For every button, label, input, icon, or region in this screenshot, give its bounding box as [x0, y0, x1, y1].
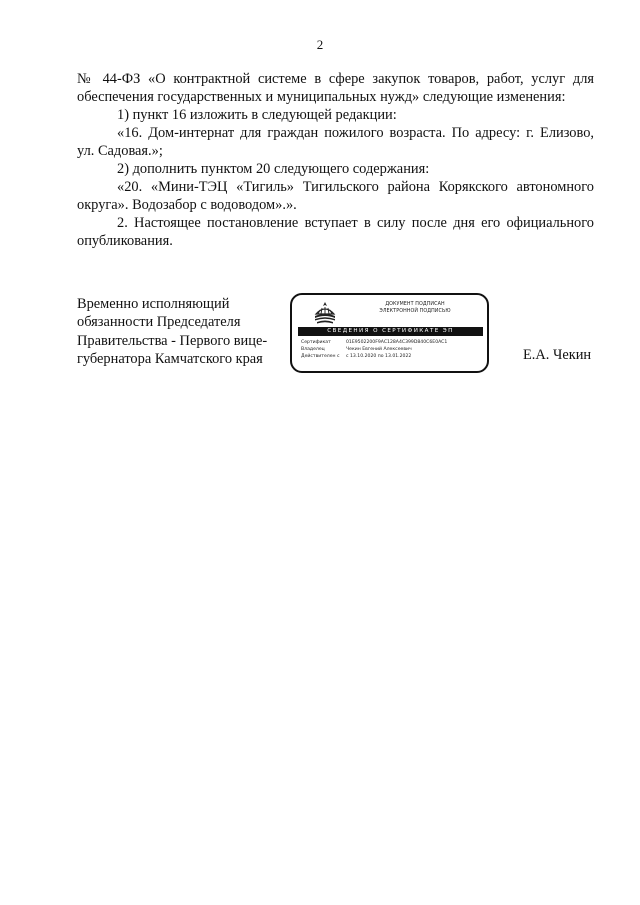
- stamp-title-line: ЭЛЕКТРОННОЙ ПОДПИСЬЮ: [379, 308, 451, 314]
- body-line: «20. «Мини-ТЭЦ «Тигиль» Тигильского района Корякского автономного: [117, 179, 594, 195]
- body-line: обеспечения государственных и муниципальных нужд» следующие изменения:: [77, 89, 566, 105]
- validity-row: [301, 354, 411, 360]
- signer-position-line: обязанности Председателя: [77, 314, 241, 331]
- signer-position-line: губернатора Камчатского края: [77, 350, 263, 367]
- body-line: опубликования.: [77, 233, 173, 249]
- owner-row: [301, 347, 412, 353]
- document-body: [77, 70, 594, 250]
- body-line: ул. Садовая.»;: [77, 143, 163, 159]
- validity-value: с 13.10.2020 по 13.01.2022: [346, 354, 412, 359]
- owner-value: Чекин Евгений Алексеевич: [346, 347, 412, 352]
- signer-position-line: Правительства - Первого вице-: [77, 332, 268, 349]
- certificate-label: Сертификат: [301, 340, 331, 345]
- signer-name: Е.А. Чекин: [523, 347, 592, 363]
- body-line: 1) пункт 16 изложить в следующей редакции:: [117, 107, 397, 123]
- body-line: «16. Дом-интернат для граждан пожилого возраста. По адресу: г. Елизово,: [117, 125, 594, 141]
- certificate-info-bar: СВЕДЕНИЯ О СЕРТИФИКАТЕ ЭП: [298, 327, 483, 336]
- signer-position-line: Временно исполняющий: [77, 296, 230, 312]
- body-line: округа». Водозабор с водоводом».».: [77, 197, 297, 213]
- signer-position: [77, 295, 277, 368]
- coat-of-arms-icon: [312, 300, 338, 326]
- stamp-title-line: ДОКУМЕНТ ПОДПИСАН: [385, 302, 445, 307]
- stamp-title: [350, 302, 480, 315]
- body-line: № 44-ФЗ «О контрактной системе в сфере закупок товаров, работ, услуг для: [77, 71, 594, 87]
- certificate-row: [301, 340, 447, 346]
- validity-label: Действителен с: [301, 354, 340, 359]
- body-line: 2) дополнить пунктом 20 следующего содержания:: [117, 161, 430, 177]
- body-line: 2. Настоящее постановление вступает в силу после дня его официального: [117, 215, 594, 231]
- certificate-value: 01E9502200F9AC128A4C399D840C6E0AC1: [346, 340, 448, 345]
- owner-label: Владелец: [301, 347, 325, 352]
- electronic-signature-stamp: [290, 293, 489, 373]
- page-number: 2: [316, 37, 324, 52]
